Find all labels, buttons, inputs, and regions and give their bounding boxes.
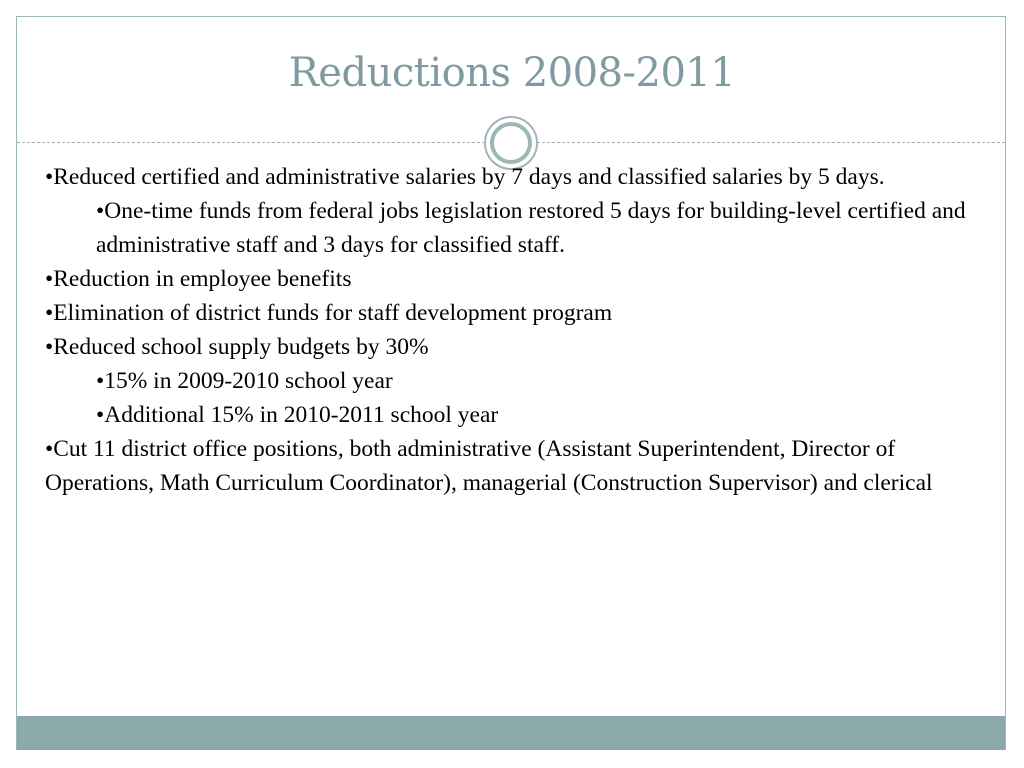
bullet-item: •Elimination of district funds for staff development program xyxy=(45,300,613,326)
sub-bullet-item: •Additional 15% in 2010-2011 school year xyxy=(96,402,499,428)
slide-title: Reductions 2008-2011 xyxy=(288,50,736,96)
circle-ornament-inner xyxy=(490,122,532,164)
bullet-list xyxy=(45,160,970,500)
bullet-item: •Reduced school supply budgets by 30% xyxy=(45,334,429,360)
footer-bar xyxy=(17,716,1005,750)
bullet-item: •Reduction in employee benefits xyxy=(45,266,352,292)
sub-bullet-item: •One-time funds from federal jobs legislation restored 5 days for building-level certified and administrative staff and 3 days for classified staff. xyxy=(96,198,966,258)
sub-bullet-item: •15% in 2009-2010 school year xyxy=(96,368,393,394)
bullet-item: •Cut 11 district office positions, both administrative (Assistant Superintendent, Director of Operations, Math Curriculum Coordinator), managerial (Construction Supervisor) and clerical xyxy=(45,436,933,496)
bullet-item: •Reduced certified and administrative salaries by 7 days and classified salaries by 5 days. xyxy=(45,164,885,190)
